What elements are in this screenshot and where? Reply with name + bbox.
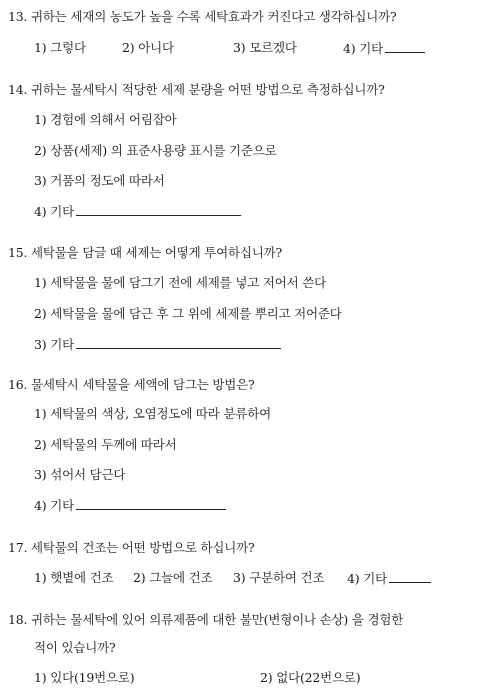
q13-option-3[interactable]: 3) 모르겠다 [233, 40, 297, 55]
q13-option-2[interactable]: 2) 아니다 [122, 40, 174, 55]
q18-option-1[interactable]: 1) 있다(19번으로) [34, 670, 135, 685]
q14-option-1[interactable]: 1) 경험에 의해서 어림잡아 [34, 112, 177, 127]
question-18-line-2: 적이 있습니까? [34, 640, 116, 655]
q13-option-1[interactable]: 1) 그렇다 [34, 40, 86, 55]
question-15: 15. 세탁물을 담글 때 세제는 어떻게 투여하십니까? [8, 245, 283, 260]
question-14: 14. 귀하는 물세탁시 적당한 세제 분량을 어떤 방법으로 측정하십니까? [8, 82, 385, 97]
q16-other-blank[interactable] [76, 497, 226, 510]
q17-option-4-label: 4) 기타 [347, 571, 387, 586]
q15-other-blank[interactable] [76, 336, 281, 349]
q15-option-2[interactable]: 2) 세탁물을 물에 담근 후 그 위에 세제를 뿌리고 저어준다 [34, 306, 342, 321]
q16-option-3[interactable]: 3) 섞어서 담근다 [34, 467, 126, 482]
q17-option-3[interactable]: 3) 구분하여 건조 [233, 570, 325, 585]
q16-option-4-label: 4) 기타 [34, 498, 74, 513]
q14-option-4-label: 4) 기타 [34, 204, 74, 219]
question-18-line-1: 18. 귀하는 물세탁에 있어 의류제품에 대한 불만(변형이나 손상) 을 경험한 [8, 612, 404, 627]
q17-option-4[interactable] [347, 570, 431, 587]
q14-option-2[interactable]: 2) 상품(세제) 의 표준사용량 표시를 기준으로 [34, 143, 277, 158]
question-17: 17. 세탁물의 건조는 어떤 방법으로 하십니까? [8, 540, 255, 555]
q14-other-blank[interactable] [76, 203, 241, 216]
q13-other-blank[interactable] [385, 40, 425, 53]
question-16: 16. 물세탁시 세탁물을 세액에 담그는 방법은? [8, 377, 255, 392]
q18-option-2[interactable]: 2) 없다(22번으로) [260, 670, 361, 685]
q14-option-4[interactable] [34, 203, 241, 220]
q13-option-4-label: 4) 기타 [343, 41, 383, 56]
q17-option-1[interactable]: 1) 햇볕에 건조 [34, 570, 114, 585]
q15-option-3[interactable] [34, 336, 281, 353]
question-13: 13. 귀하는 세재의 농도가 높을 수록 세탁효과가 커진다고 생각하십니까? [8, 9, 397, 24]
q15-option-3-label: 3) 기타 [34, 337, 74, 352]
q17-option-2[interactable]: 2) 그늘에 건조 [133, 570, 213, 585]
q13-option-4[interactable] [343, 40, 425, 57]
q16-option-4[interactable] [34, 497, 226, 514]
q17-other-blank[interactable] [389, 570, 431, 583]
q16-option-1[interactable]: 1) 세탁물의 색상, 오염정도에 따라 분류하여 [34, 406, 271, 421]
q16-option-2[interactable]: 2) 세탁물의 두께에 따라서 [34, 437, 177, 452]
q14-option-3[interactable]: 3) 거품의 정도에 따라서 [34, 173, 165, 188]
q15-option-1[interactable]: 1) 세탁물을 물에 담그기 전에 세제를 넣고 저어서 쓴다 [34, 275, 326, 290]
